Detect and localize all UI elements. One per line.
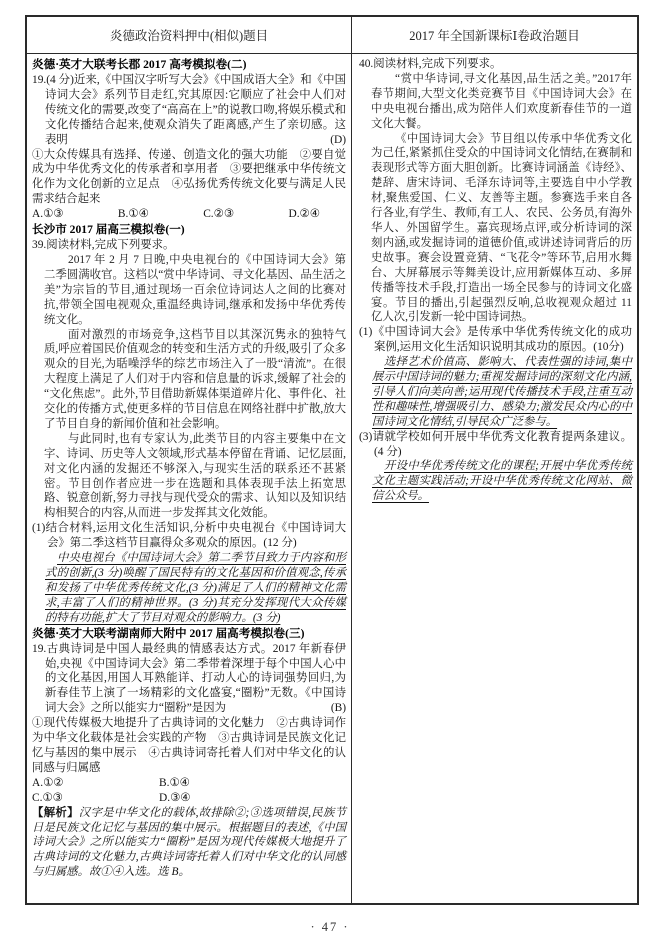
choice-b: B.①④	[117, 208, 149, 221]
table-header-row	[27, 17, 637, 54]
q40-subquestion-1: (1)《中国诗词大会》是传承中华优秀传统文化的成功案例,运用文化生活知识说明其成功的原因。(10分)	[359, 326, 632, 354]
q40-material-1: “赏中华诗词,寻文化基因,品生活之美。”2017年春节期间,大型文化类竞赛节目《中国诗词大会》在中央电视台播出,成为陪伴人们欢度新春佳节的一道文化大餐。	[371, 72, 632, 130]
section2-heading: 长沙市 2017 届高三模拟卷(一)	[32, 223, 185, 237]
section1-heading: 炎德·英才大联考长郡 2017 高考模拟卷(二)	[32, 58, 247, 71]
choice-a: A.①③	[32, 208, 64, 221]
section3-heading: 炎德·英才大联考湖南师大附中 2017 届高考模拟卷(三)	[32, 626, 305, 640]
choice-b: B.①④	[159, 776, 190, 789]
q40-subquestion-3: (3)请就学校如何开展中华优秀文化教育提两条建议。(4 分)	[359, 430, 632, 458]
choice-c: C.①③	[32, 791, 63, 804]
section3-question-stem	[32, 642, 346, 717]
section1-question-stem	[32, 73, 346, 148]
section3-options: ①现代传媒极大地提升了古典诗词的文化魅力 ②古典诗词作为中华文化载体是社会实践的产物 ③古典诗词是民族文化记忆与基因的集中展示 ④古典诗词寄托着人们对中华文化的认同感与归属感	[32, 717, 346, 774]
section2-handwritten-answer: 中央电视台《中国诗词大会》第二季节目致力于内容和形式的创新,(3 分)唤醒了国民特有的文化基因和价值观念,传承和发扬了中华优秀传统文化,(3 分)满足了人们的精神文化需求,丰富了人们的精神世界。(3 分)其充分发挥现代大众传媒的特有功能,扩大了节目对观众的影响力。(3 分)	[45, 552, 346, 624]
table-body	[27, 54, 637, 903]
header-cell-right: 2017 年全国新课标Ⅰ卷政治题目	[409, 29, 580, 43]
section1-options: ①大众传媒具有选择、传递、创造文化的强大功能 ②要自觉成为中华优秀文化的传承者和享用者 ③要把继承中华传统文化作为文化创新的立足点 ④弘扬优秀传统文化要与满足人民需求结合起来	[32, 148, 346, 206]
choice-c: C.②③	[203, 208, 235, 221]
section1-answer-mark: (D)	[330, 133, 346, 146]
q40-intro: 40.阅读材料,完成下列要求。	[359, 58, 502, 70]
analysis-text: 汉字是中华文化的载体,故排除②;③选项错误,民族节日是民族文化记忆与基因的集中展示。根据题目的表述,《中国诗词大会》之所以能实力“圈粉”是因为现代传媒极大地提升了古典诗词的文化魅力,古典诗词寄托着人们对中华文化的认同感与归属感。故①④入选。选 B。	[32, 806, 346, 879]
q40-material-2: 《中国诗词大会》节目组以传承中华优秀文化为己任,紧紧抓住受众的中国诗词文化情结,在赛制和表现形式等方面大胆创新。比赛诗词涵盖《诗经》、楚辞、唐宋诗词、毛泽东诗词等,主要选自中小学教材,聚焦爱国、仁义、友善等主题。参赛选手来自各行各业,有学生、教师,有工人、农民、公务员,有海外华人、外国留学生。嘉宾现场点评,或分析诗词的深刻内涵,或发掘诗词的道德价值,或讲述诗词背后的历史故事。赛会设置竞猜、“飞花令”等环节,启用水舞台、大屏幕展示等舞美设计,应用新媒体互动、多屏传播等技术手段,打造出一场全民参与的诗词文化盛宴。节目的播出,引起强烈反响,总收视观众超过 11 亿人次,引发新一轮中国诗词热。	[371, 132, 632, 324]
section3-answer-mark: (B)	[330, 702, 346, 715]
page-number: · 47 ·	[310, 920, 350, 934]
header-cell-left: 炎德政治资料押中(相似)题目	[27, 17, 352, 53]
section2-material-1: 2017 年 2 月 7 日晚,中央电视台的《中国诗词大会》第二季圆满收官。这档以“赏中华诗词、寻文化基因、品生活之美”为宗旨的节目,通过现场一百余位诗词达人之间的比赛对抗,带领全国电视观众,重温经典诗词,继承和发扬中华优秀传统文化。	[44, 253, 346, 326]
choice-a: A.①②	[32, 776, 64, 789]
q40-handwritten-answer-3: 开设中华优秀传统文化的课程;开展中华优秀传统文化主题实践活动;开设中华优秀传统文化网站、微信公众号。	[372, 460, 632, 503]
choice-d: D.②④	[288, 208, 320, 221]
section3-stem-text: 19.古典诗词是中国人最经典的情感表达方式。2017 年新春伊始,央视《中国诗词大会》第二季带着深埋于每个中国人心中的文化基因,用国人耳熟能详、打动人心的诗词强势回归,为新春佳节上演了一场精彩的文化盛宴,“圈粉”无数。《中国诗词大会》之所以能实力“圈粉”是因为	[32, 642, 346, 715]
section3-analysis	[32, 806, 346, 881]
analysis-label: 【解析】	[32, 806, 79, 819]
section3-choices-grid	[32, 776, 346, 806]
section2-question-intro: 39.阅读材料,完成下列要求。	[32, 239, 175, 252]
section1-choices-row	[32, 207, 346, 222]
choice-d: D.③④	[159, 791, 191, 804]
q40-handwritten-answer-1: 选择艺术价值高、影响大、代表性强的诗词,集中展示中国诗词的魅力;重视发掘诗词的深刻文化内涵,引导人们向美向善;运用现代传播技术手段,注重互动性和趣味性,增强吸引力、感染力;激发民众内心的中国诗词文化情结,引导民众广泛参与。	[372, 356, 632, 428]
column-official-questions	[352, 54, 637, 903]
section2-material-2: 面对激烈的市场竞争,这档节目以其深沉隽永的独特气质,呼应着国民价值观念的转变和生活方式的升级,吸引了众多观众的目光,为聒噪浮华的综艺市场注入了一股“清流”。在很大程度上满足了人们对于内容和信息量的诉求,缓解了社会的“文化焦虑”。此外,节目借助新媒体渠道碎片化、事件化、社交化的传播方式,使更多样的节目信息在网络社群中扩散,放大了节目自身的新闻价值和社会影响。	[44, 328, 346, 430]
comparison-table	[25, 15, 639, 905]
section1-stem-text: 19.(4 分)近来,《中国汉字听写大会》《中国成语大全》和《中国诗词大会》系列节目走红,究其原因:它顺应了社会中人们对传统文化的需要,改变了“高高在上”的说教口吻,将娱乐模式和文化传播结合起来,使观众消失了距离感,产生了亲切感。这表明	[32, 74, 346, 146]
column-similar-questions	[27, 54, 352, 903]
section2-material-3: 与此同时,也有专家认为,此类节目的内容主要集中在文字、诗词、历史等人文领域,形式基本停留在背诵、记忆层面,对文化内涵的发掘还不够深入,与现实生活的联系还不甚紧密。节目创作者应进一步在选题和具体表现手法上拓宽思路、锐意创新,努力寻找与现代受众的需求、认知以及知识结构相契合的内容,从而进一步发挥其文化效能。	[44, 432, 346, 520]
section2-subquestion: (1)结合材料,运用文化生活知识,分析中央电视台《中国诗词大会》第二季这档节目赢得众多观众的原因。(12 分)	[32, 522, 346, 550]
